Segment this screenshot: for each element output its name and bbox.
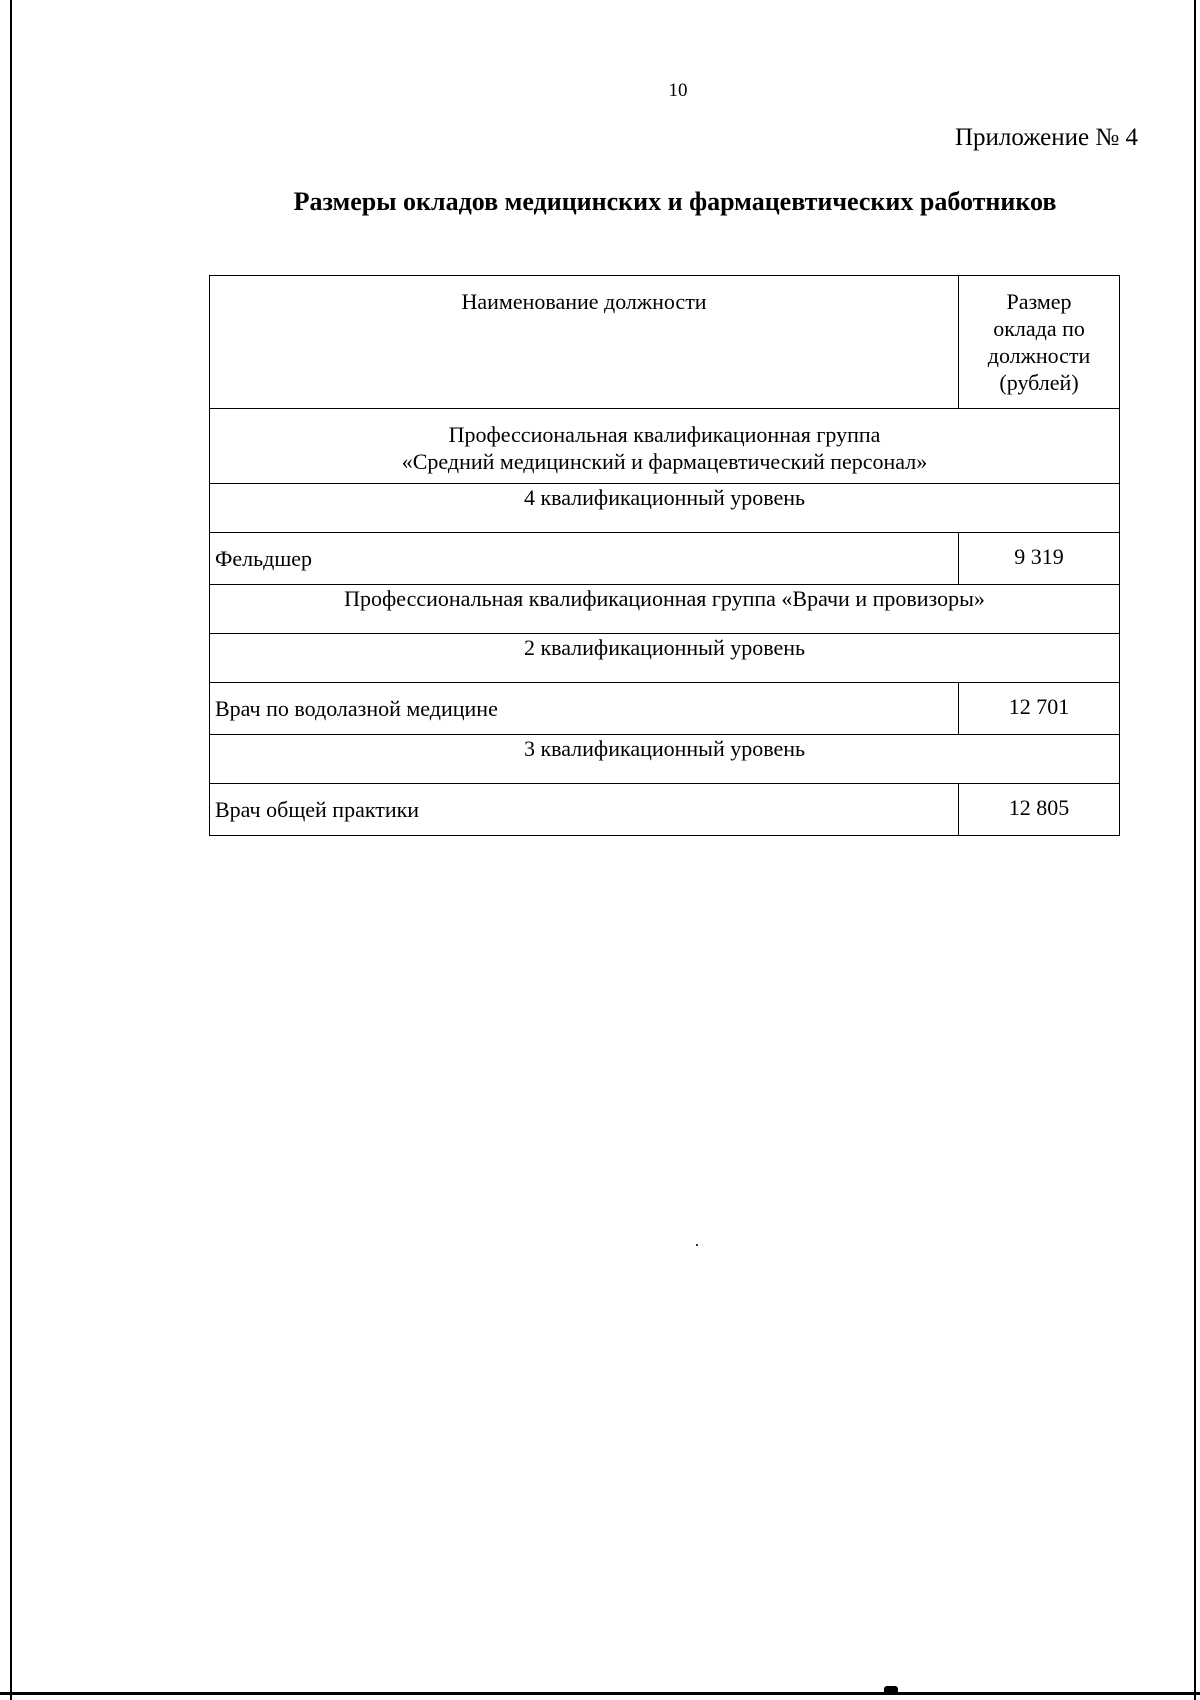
header-size-line: Размер xyxy=(1006,289,1072,314)
scan-dot xyxy=(696,1244,698,1246)
salary-table xyxy=(209,275,1120,836)
group-title: Профессиональная квалификационная группа «Врачи и провизоры» xyxy=(210,585,1120,634)
level-row xyxy=(210,634,1120,683)
level-row xyxy=(210,735,1120,784)
header-size-line: должности xyxy=(987,343,1091,368)
salary-value: 12 701 xyxy=(959,683,1120,735)
header-salary-size xyxy=(959,276,1120,409)
position-name: Фельдшер xyxy=(210,533,959,585)
scan-edge-right xyxy=(1194,0,1196,1700)
table-row xyxy=(210,683,1120,735)
document-title: Размеры окладов медицинских и фармацевтических работников xyxy=(293,187,1057,216)
qualification-level: 2 квалификационный уровень xyxy=(210,634,1120,683)
page-number: 10 xyxy=(668,80,688,101)
group-row xyxy=(210,585,1120,634)
table-row xyxy=(210,784,1120,836)
group-title xyxy=(210,409,1120,484)
group-row xyxy=(210,409,1120,484)
group-title-line: «Средний медицинский и фармацевтический персонал» xyxy=(401,449,928,474)
level-row xyxy=(210,484,1120,533)
scan-edge-bottom xyxy=(0,1692,1200,1695)
group-title-line: Профессиональная квалификационная группа xyxy=(448,422,881,447)
header-size-line: (рублей) xyxy=(999,370,1079,395)
salary-value: 9 319 xyxy=(959,533,1120,585)
salary-value: 12 805 xyxy=(959,784,1120,836)
appendix-label: Приложение № 4 xyxy=(954,124,1138,151)
scan-edge-left xyxy=(10,0,12,1700)
header-position-name: Наименование должности xyxy=(210,276,959,409)
table-row xyxy=(210,533,1120,585)
qualification-level: 3 квалификационный уровень xyxy=(210,735,1120,784)
scan-artifact xyxy=(884,1686,898,1692)
qualification-level: 4 квалификационный уровень xyxy=(210,484,1120,533)
position-name: Врач общей практики xyxy=(210,784,959,836)
table-header-row xyxy=(210,276,1120,409)
header-size-line: оклада по xyxy=(993,316,1085,341)
position-name: Врач по водолазной медицине xyxy=(210,683,959,735)
